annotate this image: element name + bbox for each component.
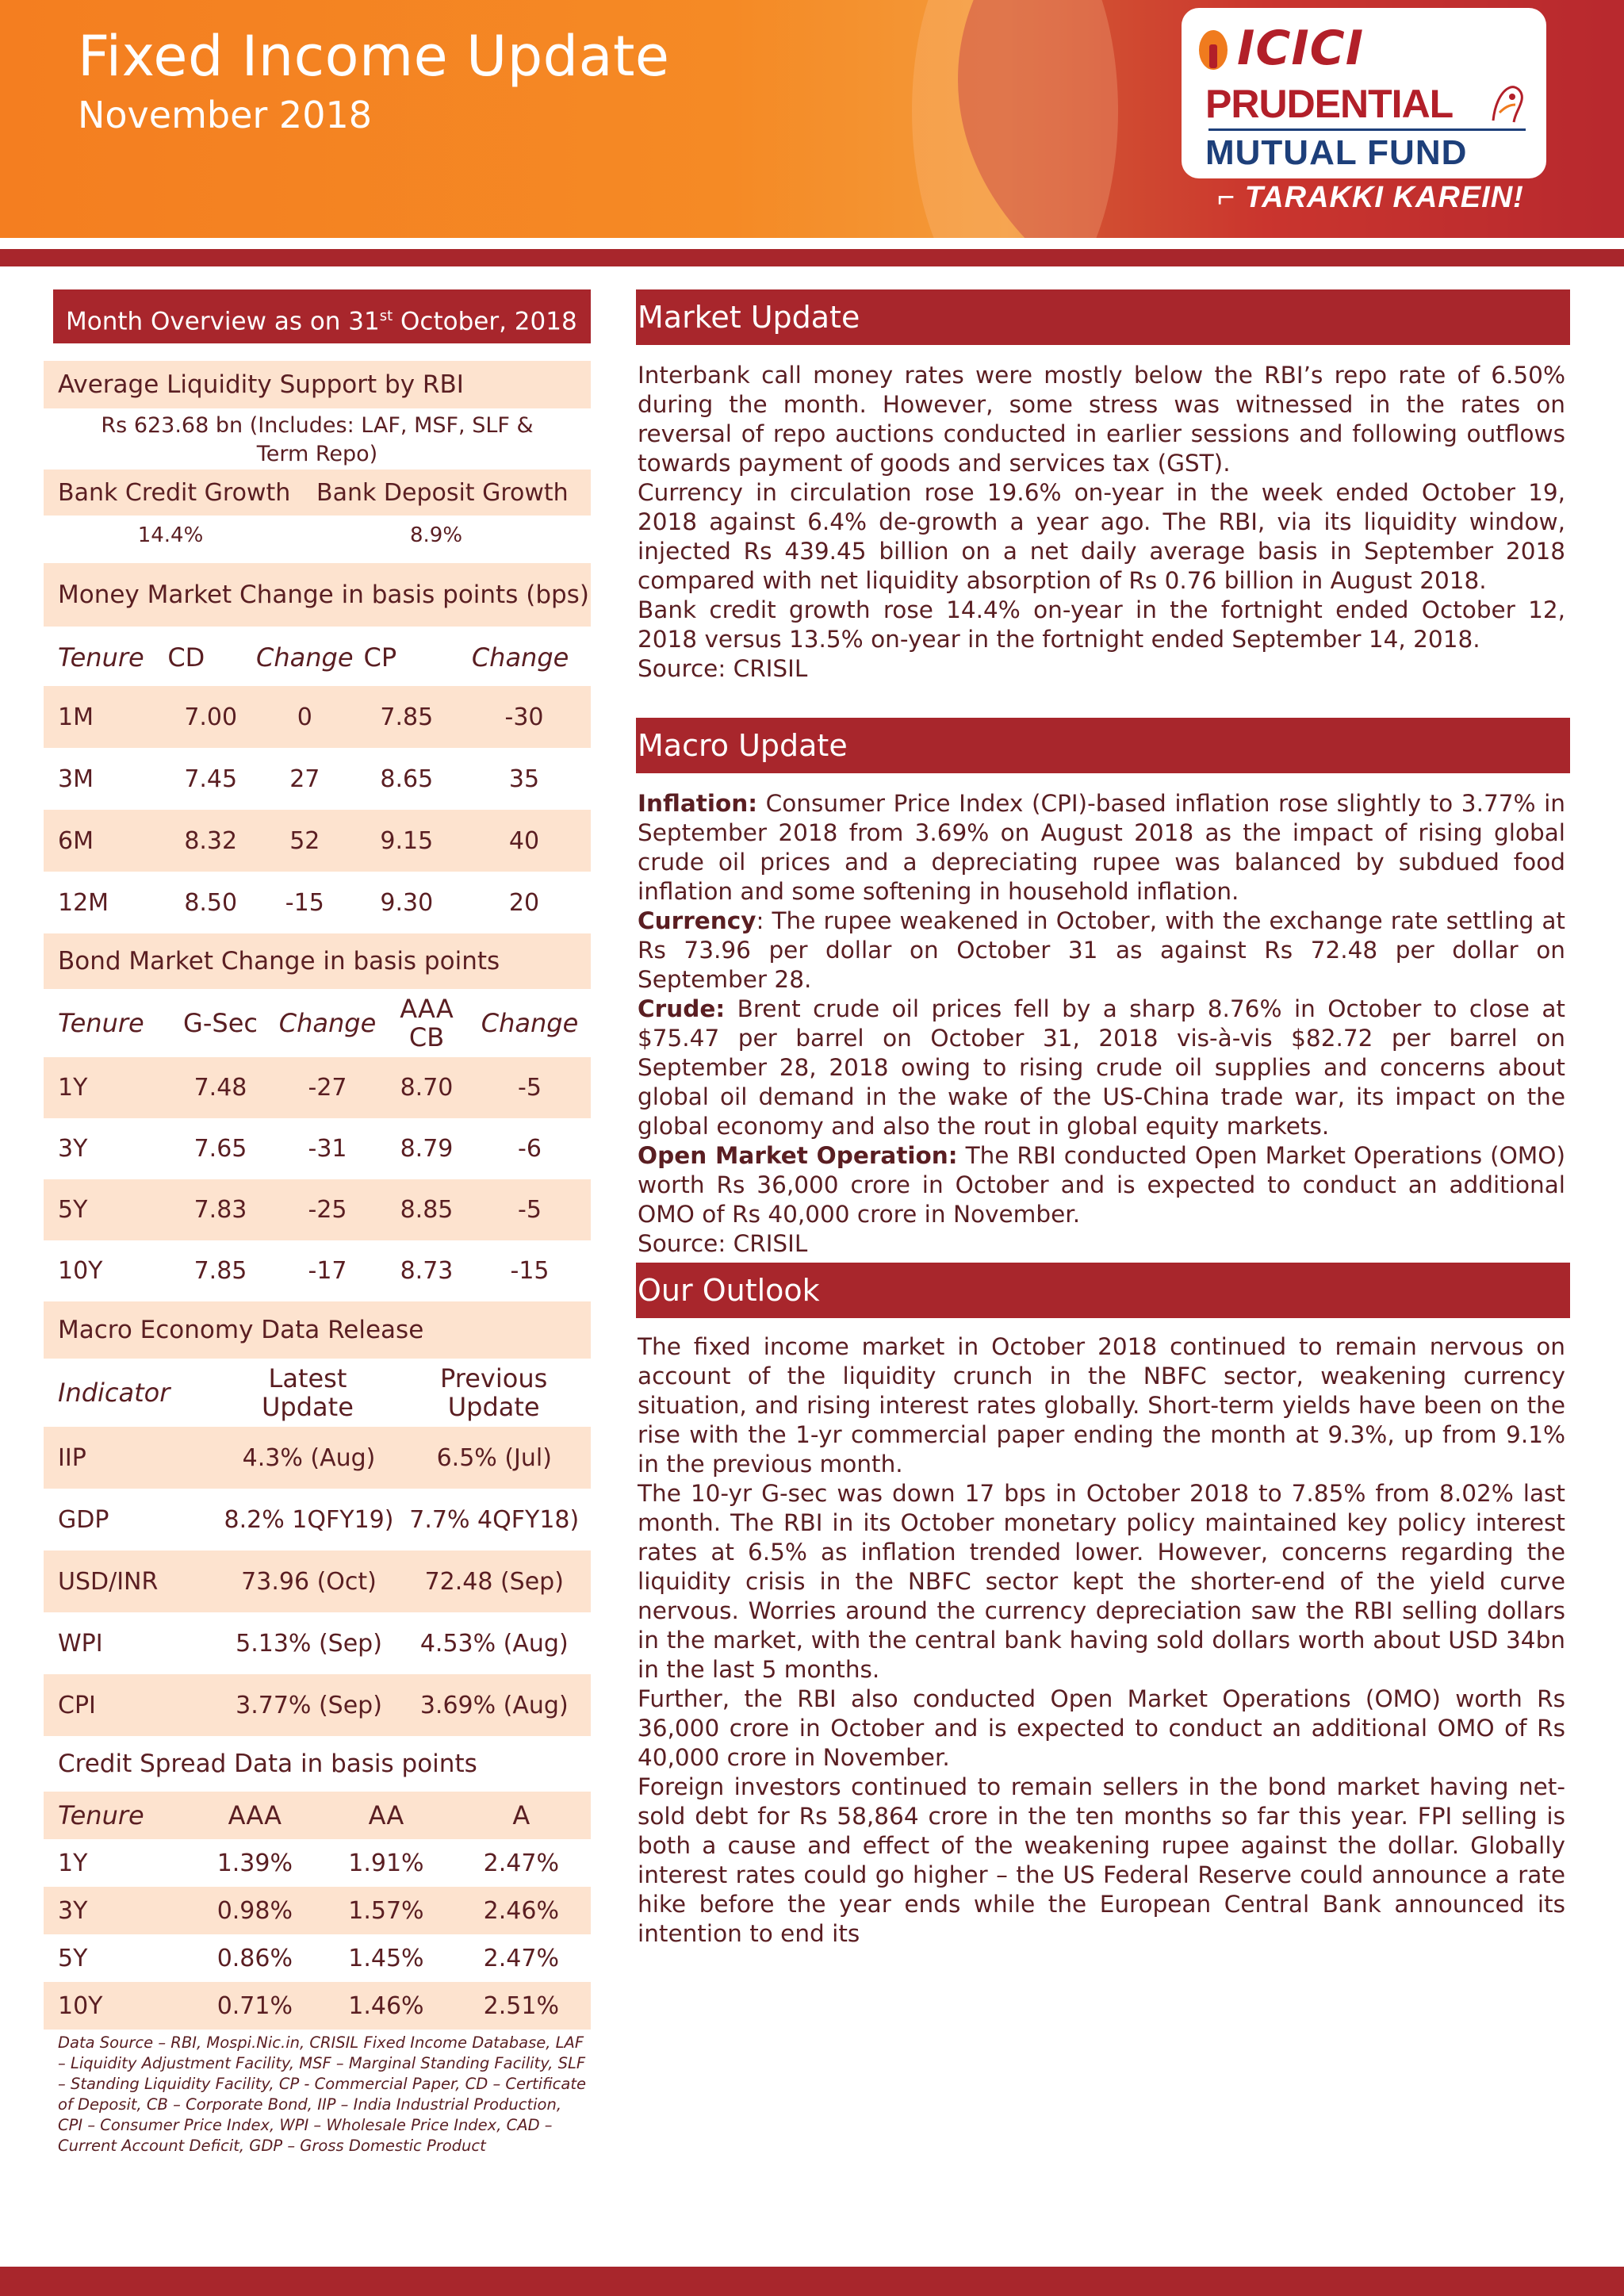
macro-update-paragraph bbox=[638, 995, 1565, 1141]
page-subtitle: November 2018 bbox=[78, 94, 372, 136]
cs-header-tenure: Tenure bbox=[58, 1800, 144, 1830]
bm-header-gsec-change: Change bbox=[278, 1008, 377, 1038]
cs-tenure: 5Y bbox=[58, 1944, 88, 1972]
money-market-title bbox=[44, 563, 591, 627]
mm-cd-change: 0 bbox=[297, 703, 312, 731]
mm-cp-change: 35 bbox=[508, 765, 540, 793]
market-update-paragraph: Bank credit growth rose 14.4% on-year in the fortnight ended October 12, 2018 versus 13.5% on-year in the fortnight ended September 14, 2018. bbox=[638, 596, 1565, 653]
credit-growth-labels bbox=[44, 470, 591, 516]
outlook-heading: Our Outlook bbox=[636, 1263, 1570, 1318]
header-divider-red bbox=[0, 249, 1624, 266]
market-update-source: Source: CRISIL bbox=[638, 655, 808, 682]
credit-spread-title bbox=[44, 1736, 591, 1792]
cs-aa: 1.57% bbox=[348, 1896, 424, 1925]
table-row bbox=[44, 1934, 591, 1982]
money-market-header-row bbox=[44, 629, 591, 686]
tagline-arrow-icon: ⌐ bbox=[1217, 181, 1245, 214]
table-row bbox=[44, 748, 591, 810]
cs-a: 2.47% bbox=[483, 1944, 559, 1972]
liquidity-value: Rs 623.68 bn (Includes: LAF, MSF, SLF & Term Repo) bbox=[101, 413, 534, 466]
mm-cd: 7.45 bbox=[184, 765, 238, 793]
mm-header-cd-change: Change bbox=[255, 642, 354, 673]
outlook-paragraph: The fixed income market in October 2018 continued to remain nervous on account of the liquidity crunch in the NBFC sector, weakening currency situation, and rising interest rates globally. Short-term yields have been on the rise with the 1-yr commercial paper ending the month at 9.3%, up from 9.1% in the previous month. bbox=[638, 1333, 1565, 1478]
inflation-text: Consumer Price Index (CPI)-based inflation rose slightly to 3.77% in September 2018 from 3.69% on August 2018 as the impact of rising global crude oil prices and a depreciating rupee was balanced by subdued food inflation and some softening in household inflation. bbox=[638, 790, 1565, 905]
money-market-title-rest: Change in basis points (bps) bbox=[232, 581, 589, 609]
bm-aaa-change: -5 bbox=[518, 1196, 542, 1224]
bank-credit-growth-label: Bank Credit Growth bbox=[58, 478, 291, 507]
mm-cp: 7.85 bbox=[380, 703, 434, 731]
macro-data-header-row bbox=[44, 1359, 591, 1427]
inflation-label: Inflation: bbox=[638, 790, 758, 817]
logo-text-icici: ICICI bbox=[1237, 21, 1365, 76]
icici-i-mark-icon bbox=[1199, 30, 1228, 70]
market-update-paragraph: Interbank call money rates were mostly below the RBI’s repo rate of 6.50% during the month. However, some stress was witnessed in the rates on reversal of repo auctions conducted in earlier sessions and following outflows towards payment of goods and services tax (GST). bbox=[638, 362, 1565, 477]
cs-a: 2.47% bbox=[483, 1849, 559, 1877]
mm-header-cd: CD bbox=[167, 642, 205, 673]
header-swoosh-light bbox=[912, 0, 1118, 238]
macro-update-paragraph bbox=[638, 789, 1565, 907]
header-divider-white bbox=[0, 238, 1624, 249]
outlook-paragraph: Further, the RBI also conducted Open Market Operations (OMO) worth Rs 36,000 crore in October and is expected to conduct an additional OMO of Rs 40,000 crore in November. bbox=[638, 1685, 1565, 1771]
mm-cd-change: -15 bbox=[285, 888, 324, 917]
md-indicator: CPI bbox=[58, 1691, 96, 1719]
bm-gsec-change: -25 bbox=[308, 1196, 347, 1224]
md-previous: 7.7% 4QFY18) bbox=[409, 1505, 580, 1534]
header-banner bbox=[0, 0, 1624, 238]
footer-bar bbox=[0, 2267, 1624, 2296]
mm-cd: 8.32 bbox=[184, 826, 238, 855]
crude-label: Crude: bbox=[638, 995, 726, 1022]
outlook-paragraph: The 10-yr G-sec was down 17 bps in October 2018 to 7.85% from 8.02% last month. The RBI in its October monetary policy maintained key policy interest rates at 6.5% as inflation trended lower. However, concerns regarding the liquidity crisis in the NBFC sector kept the shorter-end of the yield curve nervous. Worries around the currency depreciation saw the RBI selling dollars in the market, with the central bank having sold dollars worth about USD 34bn in the last 5 months. bbox=[638, 1480, 1565, 1683]
bm-header-aaa-cb: AAA CB bbox=[400, 994, 454, 1052]
bm-tenure: 3Y bbox=[58, 1135, 88, 1163]
bm-aaa-change: -5 bbox=[518, 1074, 542, 1102]
mm-tenure: 1M bbox=[58, 703, 94, 731]
table-row bbox=[44, 1550, 591, 1612]
bm-gsec: 7.48 bbox=[193, 1074, 247, 1102]
mm-cp: 9.30 bbox=[380, 888, 434, 917]
md-header-previous: Previous Update bbox=[440, 1363, 548, 1422]
bm-header-aaa-change: Change bbox=[481, 1008, 579, 1038]
cs-tenure: 1Y bbox=[58, 1849, 88, 1877]
bank-credit-growth-value: 14.4% bbox=[137, 523, 204, 547]
table-row bbox=[44, 1057, 591, 1118]
md-indicator: USD/INR bbox=[58, 1567, 159, 1596]
cs-aaa: 0.71% bbox=[216, 1991, 293, 2020]
table-row bbox=[44, 686, 591, 748]
bm-aaa-cb: 8.70 bbox=[400, 1074, 454, 1102]
macro-update-paragraph bbox=[638, 1141, 1565, 1229]
cs-aaa: 0.98% bbox=[216, 1896, 293, 1925]
table-row bbox=[44, 1982, 591, 2030]
bond-market-title bbox=[44, 933, 591, 989]
md-latest: 5.13% (Sep) bbox=[236, 1629, 382, 1658]
cs-aaa: 0.86% bbox=[216, 1944, 293, 1972]
table-row bbox=[44, 1839, 591, 1887]
mm-cp-change: 40 bbox=[508, 826, 540, 855]
logo-text-mutual-fund: MUTUAL FUND bbox=[1205, 133, 1468, 172]
credit-spread-title-bold: Credit Spread bbox=[58, 1750, 227, 1778]
bm-aaa-change: -6 bbox=[518, 1135, 542, 1163]
md-header-latest: Latest Update bbox=[262, 1363, 354, 1422]
mm-tenure: 12M bbox=[58, 888, 109, 917]
table-row bbox=[44, 1118, 591, 1179]
market-update-paragraph: Currency in circulation rose 19.6% on-year in the week ended October 19, 2018 against 6.4% de-growth a year ago. The RBI, via its liquidity window, injected Rs 439.45 billion on a net daily average basis in September 2018 compared with net liquidity absorption of Rs 0.76 billion in August 2018. bbox=[638, 479, 1565, 594]
tagline-text: TARAKKI KAREIN! bbox=[1244, 181, 1524, 214]
md-latest: 3.77% (Sep) bbox=[236, 1691, 382, 1719]
mm-cd: 8.50 bbox=[184, 888, 238, 917]
table-row bbox=[44, 1612, 591, 1674]
bm-gsec: 7.85 bbox=[193, 1257, 247, 1285]
md-previous: 72.48 (Sep) bbox=[424, 1567, 564, 1596]
mm-cp-change: 20 bbox=[508, 888, 540, 917]
cs-aa: 1.45% bbox=[348, 1944, 424, 1972]
md-indicator: WPI bbox=[58, 1629, 103, 1658]
cs-header-aa: AA bbox=[368, 1800, 404, 1830]
omo-label: Open Market Operation: bbox=[638, 1142, 958, 1169]
company-logo bbox=[1182, 8, 1546, 178]
md-previous: 4.53% (Aug) bbox=[419, 1629, 569, 1658]
crude-text: Brent crude oil prices fell by a sharp 8.76% in October to close at $75.47 per barrel on October 31, 2018 vis-à-vis $82.72 per barrel on September 28, 2018 owing to rising crude oil supplies and concerns about global oil demand in the wake of the US-China trade war, its impact on the global economy and also the rout in global equity markets. bbox=[638, 995, 1565, 1140]
market-update-heading: Market Update bbox=[636, 289, 1570, 345]
macro-update-heading: Macro Update bbox=[636, 718, 1570, 773]
cs-tenure: 10Y bbox=[58, 1991, 103, 2020]
bond-market-title-rest: Change in basis points bbox=[213, 947, 500, 976]
table-row bbox=[44, 810, 591, 872]
bm-aaa-cb: 8.79 bbox=[400, 1135, 454, 1163]
overview-title-main: Month Overview as on 31 bbox=[66, 307, 380, 336]
bm-gsec: 7.83 bbox=[193, 1196, 247, 1224]
bm-gsec-change: -17 bbox=[308, 1257, 347, 1285]
cs-a: 2.46% bbox=[483, 1896, 559, 1925]
outlook-body bbox=[638, 1332, 1565, 1949]
mm-cd-change: 27 bbox=[289, 765, 320, 793]
table-row bbox=[44, 1427, 591, 1489]
overview-title-sup: st bbox=[379, 308, 393, 324]
table-row bbox=[44, 1674, 591, 1736]
cs-a: 2.51% bbox=[483, 1991, 559, 2020]
bm-gsec-change: -27 bbox=[308, 1074, 347, 1102]
md-latest: 8.2% 1QFY19) bbox=[224, 1505, 394, 1534]
bank-deposit-growth-label: Bank Deposit Growth bbox=[316, 478, 569, 507]
bm-tenure: 10Y bbox=[58, 1257, 103, 1285]
table-row bbox=[44, 1887, 591, 1934]
bond-market-title-bold: Bond Market bbox=[58, 947, 213, 976]
bm-header-tenure: Tenure bbox=[58, 1008, 144, 1038]
mm-header-cp-change: Change bbox=[471, 642, 569, 673]
cs-aaa: 1.39% bbox=[216, 1849, 293, 1877]
mm-tenure: 6M bbox=[58, 826, 94, 855]
md-previous: 6.5% (Jul) bbox=[436, 1443, 552, 1472]
table-row bbox=[44, 1489, 591, 1550]
table-row bbox=[44, 1240, 591, 1301]
bm-tenure: 1Y bbox=[58, 1074, 88, 1102]
lion-figure-icon bbox=[1487, 81, 1526, 128]
mm-header-tenure: Tenure bbox=[58, 642, 144, 673]
cs-header-aaa: AAA bbox=[228, 1800, 282, 1830]
money-market-title-bold: Money Market bbox=[58, 581, 232, 609]
currency-label: Currency bbox=[638, 907, 756, 934]
overview-title-date: October, 2018 bbox=[393, 307, 577, 336]
mm-cp-change: -30 bbox=[504, 703, 544, 731]
credit-spread-title-rest: Data in basis points bbox=[226, 1750, 477, 1778]
macro-data-title: Macro Economy Data Release bbox=[44, 1301, 591, 1359]
macro-update-paragraph bbox=[638, 907, 1565, 995]
mm-cd: 7.00 bbox=[184, 703, 238, 731]
cs-aa: 1.46% bbox=[348, 1991, 424, 2020]
logo-text-prudential: PRUDENTIAL bbox=[1205, 82, 1454, 126]
md-latest: 4.3% (Aug) bbox=[242, 1443, 376, 1472]
mm-header-cp: CP bbox=[363, 642, 397, 673]
bm-gsec: 7.65 bbox=[193, 1135, 247, 1163]
bond-market-header-row bbox=[44, 989, 591, 1057]
md-indicator: GDP bbox=[58, 1505, 109, 1534]
macro-update-source: Source: CRISIL bbox=[638, 1230, 808, 1257]
currency-text: : The rupee weakened in October, with the exchange rate settling at Rs 73.96 per dollar on October 31 as against Rs 72.48 per dollar on September 28. bbox=[638, 907, 1565, 993]
md-header-indicator: Indicator bbox=[58, 1378, 170, 1408]
macro-update-body bbox=[638, 789, 1565, 1259]
market-update-body bbox=[638, 361, 1565, 684]
data-source-footnote: Data Source – RBI, Mospi.Nic.in, CRISIL Fixed Income Database, LAF – Liquidity Adjustment Facility, MSF – Marginal Standing Facility, SLF – Standing Liquidity Facility, CP - Commercial Paper, CD – Certificate of Deposit, CB – Corporate Bond, IIP – India Industrial Production, CPI – Consumer Price Index, WPI – Wholesale Price Index, CAD – Current Account Deficit, GDP – Gross Domestic Product bbox=[58, 2033, 586, 2155]
md-latest: 73.96 (Oct) bbox=[241, 1567, 377, 1596]
credit-spread-header-row bbox=[44, 1792, 591, 1839]
md-previous: 3.69% (Aug) bbox=[419, 1691, 569, 1719]
logo-divider bbox=[1208, 128, 1526, 131]
cs-header-a: A bbox=[512, 1800, 530, 1830]
outlook-paragraph: Foreign investors continued to remain sellers in the bond market having net-sold debt for Rs 58,864 crore in the ten months so far this year. FPI selling is both a cause and effect of the weakening rupee against the dollar. Globally interest rates could go higher – the US Federal Reserve could announce a rate hike before the year ends while the European Central Bank announced its intention to end its bbox=[638, 1773, 1565, 1947]
liquidity-label: Average Liquidity Support by RBI bbox=[44, 361, 591, 408]
bank-deposit-growth-value: 8.9% bbox=[409, 523, 463, 547]
omo-text: The RBI conducted Open Market Operations (OMO) worth Rs 36,000 crore in October and is expected to conduct an additional OMO of Rs 40,000 crore in November. bbox=[638, 1142, 1565, 1228]
cs-tenure: 3Y bbox=[58, 1896, 88, 1925]
bm-gsec-change: -31 bbox=[308, 1135, 347, 1163]
cs-aa: 1.91% bbox=[348, 1849, 424, 1877]
table-row bbox=[44, 872, 591, 933]
mm-cp: 8.65 bbox=[380, 765, 434, 793]
bm-aaa-cb: 8.85 bbox=[400, 1196, 454, 1224]
mm-tenure: 3M bbox=[58, 765, 94, 793]
table-row bbox=[44, 1179, 591, 1240]
bm-aaa-cb: 8.73 bbox=[400, 1257, 454, 1285]
logo-tagline bbox=[1217, 181, 1524, 215]
credit-growth-values bbox=[44, 518, 591, 553]
bm-tenure: 5Y bbox=[58, 1196, 88, 1224]
page-title: Fixed Income Update bbox=[78, 24, 670, 89]
md-indicator: IIP bbox=[58, 1443, 86, 1472]
mm-cp: 9.15 bbox=[380, 826, 434, 855]
overview-heading bbox=[53, 289, 591, 343]
mm-cd-change: 52 bbox=[289, 826, 320, 855]
bm-aaa-change: -15 bbox=[510, 1257, 550, 1285]
bm-header-gsec: G-Sec bbox=[183, 1008, 258, 1038]
